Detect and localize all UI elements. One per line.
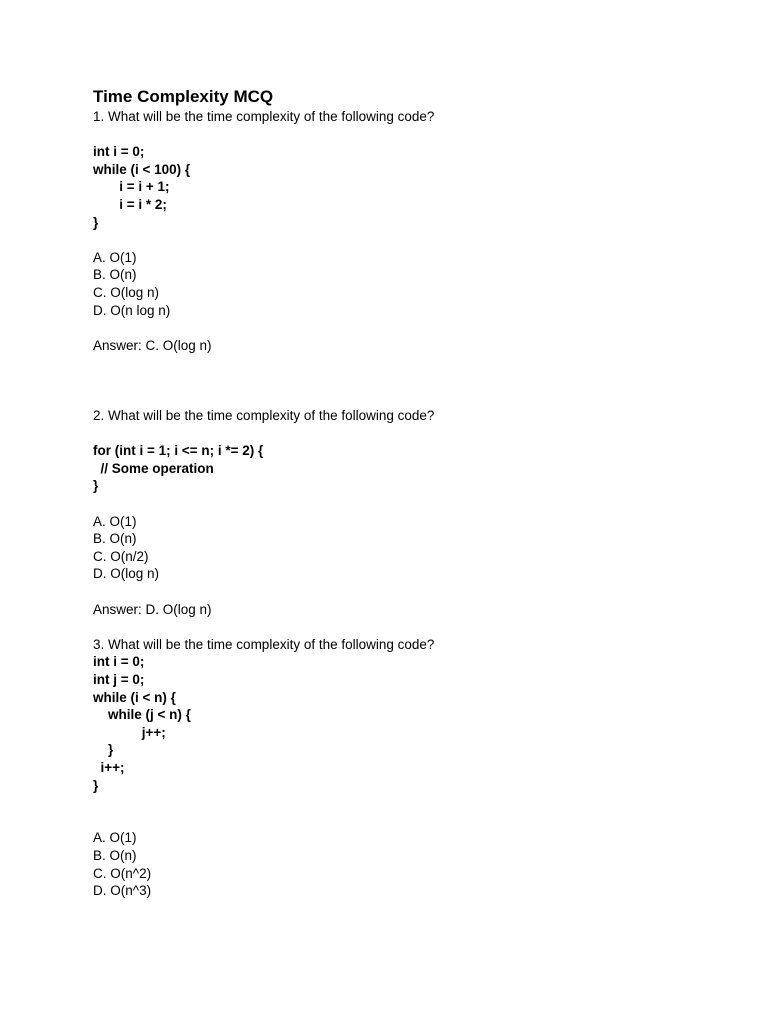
option-b: B. O(n) [93, 531, 137, 547]
option-d: D. O(n log n) [93, 302, 171, 318]
question-1 [93, 108, 733, 354]
option-b: B. O(n) [93, 847, 137, 863]
code-line: } [93, 214, 99, 230]
code-line: while (i < 100) { [93, 161, 191, 177]
spacer [93, 231, 733, 249]
option-a: A. O(1) [93, 249, 137, 265]
option-c: C. O(n/2) [93, 548, 149, 564]
spacer [93, 618, 733, 636]
code-line: int j = 0; [93, 672, 145, 688]
answer-line: Answer: C. O(log n) [93, 337, 212, 353]
code-line: for (int i = 1; i <= n; i *= 2) { [93, 443, 264, 459]
option-a: A. O(1) [93, 830, 137, 846]
question-3-prompt: 3. What will be the time complexity of the following code? [93, 636, 435, 652]
spacer [93, 425, 733, 443]
code-line: j++; [93, 724, 166, 740]
option-b: B. O(n) [93, 267, 137, 283]
code-line: // Some operation [93, 460, 214, 476]
option-c: C. O(n^2) [93, 865, 152, 881]
code-line: i = i + 1; [93, 179, 170, 195]
option-a: A. O(1) [93, 513, 137, 529]
code-line: while (i < n) { [93, 689, 176, 705]
code-line: } [93, 777, 99, 793]
code-line: i++; [93, 759, 125, 775]
code-line: i = i * 2; [93, 196, 167, 212]
code-line: } [93, 742, 114, 758]
spacer [93, 126, 733, 144]
question-3 [93, 636, 733, 900]
spacer [93, 354, 733, 407]
question-2 [93, 407, 733, 618]
option-d: D. O(log n) [93, 566, 160, 582]
spacer [93, 583, 733, 601]
spacer [93, 319, 733, 337]
code-line: while (j < n) { [93, 707, 191, 723]
spacer [93, 794, 733, 829]
code-line: int i = 0; [93, 144, 145, 160]
question-1-prompt: 1. What will be the time complexity of the following code? [93, 109, 435, 124]
option-d: D. O(n^3) [93, 883, 152, 899]
document-title: Time Complexity MCQ [93, 87, 274, 106]
question-2-prompt: 2. What will be the time complexity of the following code? [93, 408, 435, 424]
option-c: C. O(log n) [93, 284, 160, 300]
spacer [93, 495, 733, 513]
answer-line: Answer: D. O(log n) [93, 601, 212, 617]
code-line: int i = 0; [93, 654, 145, 670]
code-line: } [93, 478, 99, 494]
document-page [93, 86, 733, 900]
